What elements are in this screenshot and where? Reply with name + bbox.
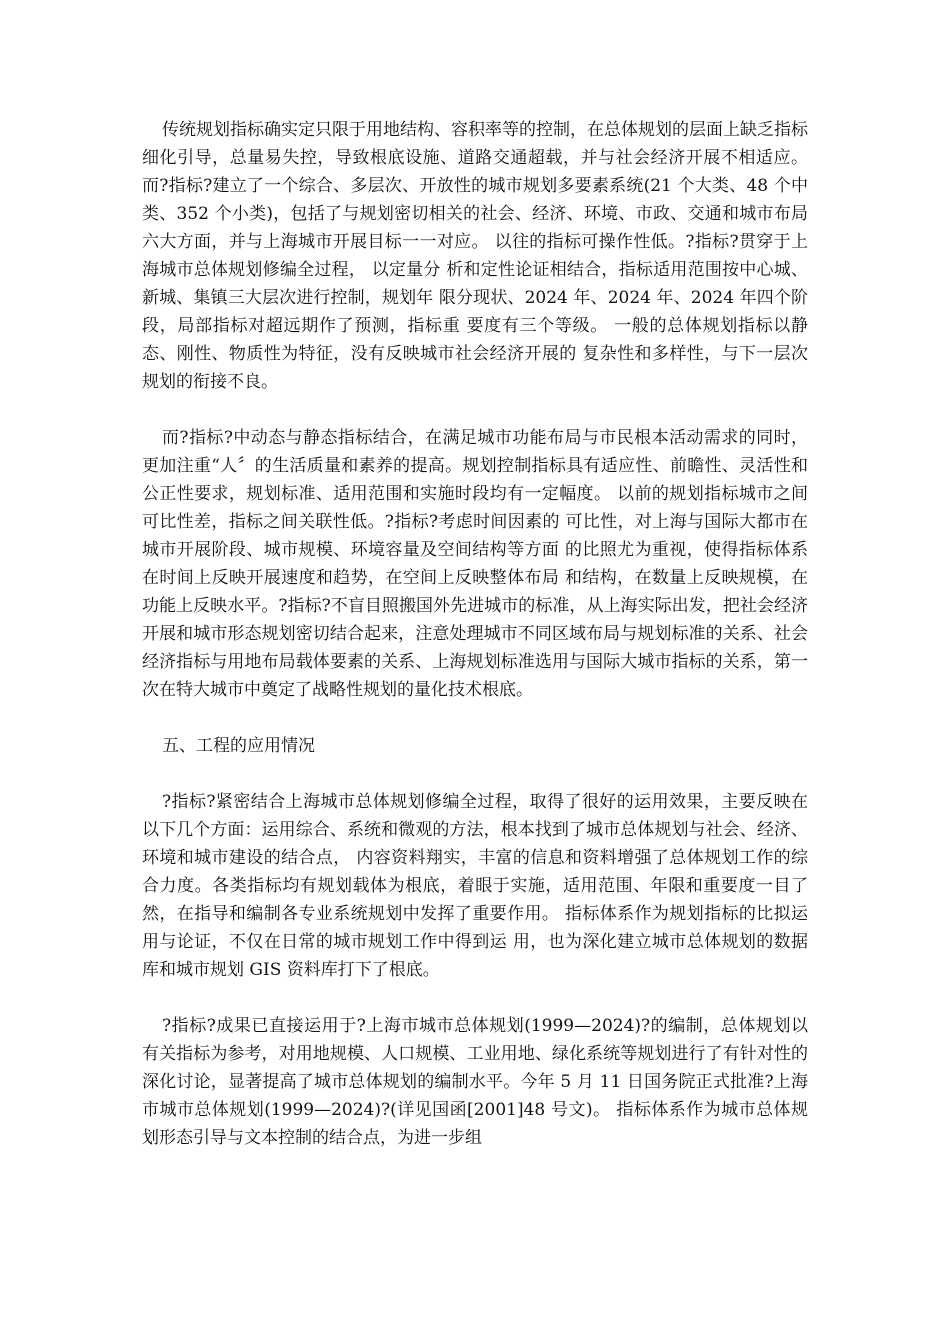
paragraph-indicator-comparison-1: 传统规划指标确实定只限于用地结构、容积率等的控制，在总体规划的层面上缺乏指标细化引导，总量易失控，导致根底设施、道路交通超载，并与社会经济开展不相适应。而?指标?建立了一个综合、多层次、开放性的城市规划多要素系统(21 个大类、48 个中类、352 个小类)，包括了与规划密切相关的社会、经济、环境、市政、交通和城市布局六大方面，并与上海城市开展目标一一对应。 以往的指标可操作性低。?指标?贯穿于上海城市总体规划修编全过程， 以定量分 析和定性论证相结合，指标适用范围按中心城、新城、集镇三大层次进行控制，规划年 限分现状、2024 年、2024 年、2024 年四个阶段，局部指标对超远期作了预测，指标重 要度有三个等级。 一般的总体规划指标以静态、刚性、物质性为特征，没有反映城市社会经济开展的 复杂性和多样性，与下一层次规划的衔接不良。	[142, 120, 808, 392]
paragraph-indicator-comparison-2: 而?指标?中动态与静态指标结合，在满足城市功能布局与市民根本活动需求的同时，更加注重“人〞的生活质量和素养的提高。规划控制指标具有适应性、前瞻性、灵活性和公正性要求，规划标准、适用范围和实施时段均有一定幅度。 以前的规划指标城市之间可比性差，指标之间关联性低。?指标?考虑时间因素的 可比性，对上海与国际大都市在城市开展阶段、城市规模、环境容量及空间结构等方面 的比照尤为重视，使得指标体系在时间上反映开展速度和趋势，在空间上反映整体布局 和结构，在数量上反映规模，在功能上反映水平。?指标?不盲目照搬国外先进城市的标准，从上海实际出发，把社会经济开展和城市形态规划密切结合起来，注意处理城市不同区域布局与规划标准的关系、社会经济指标与用地布局载体要素的关系、上海规划标准选用与国际大城市指标的关系，第一次在特大城市中奠定了战略性规划的量化技术根底。	[142, 428, 808, 700]
paragraph-application-1: ?指标?紧密结合上海城市总体规划修编全过程，取得了很好的运用效果，主要反映在以下几个方面：运用综合、系统和微观的方法，根本找到了城市总体规划与社会、经济、环境和城市建设的结合点， 内容资料翔实，丰富的信息和资料增强了总体规划工作的综合力度。各类指标均有规划载体为根底，着眼于实施，适用范围、年限和重要度一目了然，在指导和编制各专业系统规划中发挥了重要作用。 指标体系作为规划指标的比拟运用与论证，不仅在日常的城市规划工作中得到运 用，也为深化建立城市总体规划的数据库和城市规划 GIS 资料库打下了根底。	[142, 792, 808, 980]
section-heading: 五、工程的应用情况	[162, 736, 315, 756]
document-body	[142, 116, 808, 1180]
paragraph-application-2: ?指标?成果已直接运用于?上海市城市总体规划(1999—2024)?的编制，总体规划以有关指标为参考，对用地规模、人口规模、工业用地、绿化系统等规划进行了有针对性的深化讨论，显著提高了城市总体规划的编制水平。今年 5 月 11 日国务院正式批准?上海市城市总体规划(1999—2024)?(详见国函[2001]48 号文)。 指标体系作为城市总体规划形态引导与文本控制的结合点，为进一步组	[142, 1016, 808, 1148]
